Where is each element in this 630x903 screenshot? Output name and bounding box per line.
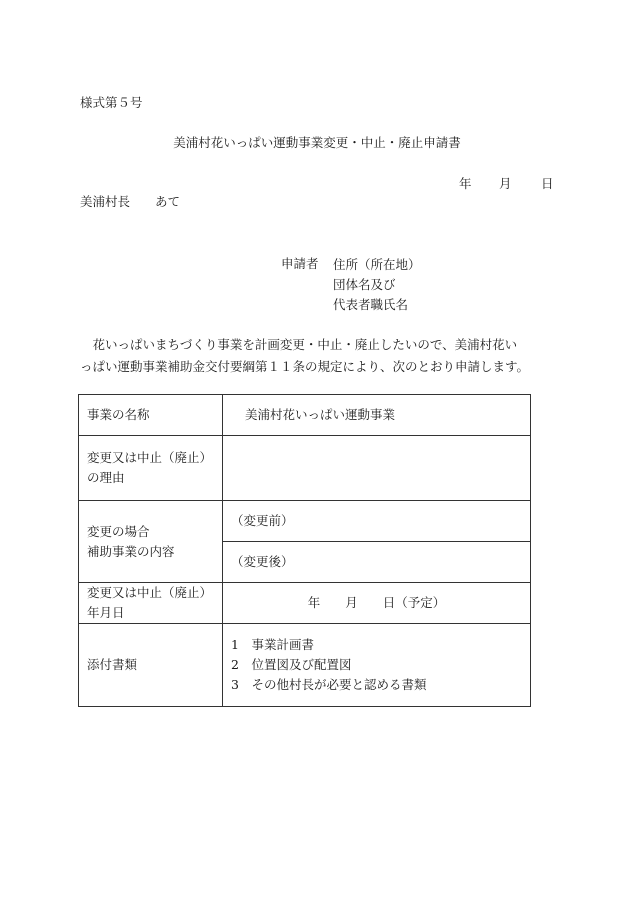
- content-label-line: 補助事業の内容: [87, 543, 175, 559]
- document-title: 美浦村花いっぱい運動事業変更・中止・廃止申請書: [173, 135, 461, 150]
- change-date-label-line: 年月日: [87, 605, 125, 620]
- applicant-fields: [333, 258, 421, 318]
- attachment-item: 1 事業計画書: [231, 637, 314, 652]
- statement-line: 花いっぱいまちづくり事業を計画変更・中止・廃止したいので、美浦村花い: [80, 337, 518, 352]
- addressee: 美浦村長 あて: [80, 194, 181, 209]
- attachment-item: 2 位置図及び配置図: [231, 657, 352, 672]
- table-row: [79, 395, 531, 436]
- applicant-label: 申請者: [281, 256, 319, 271]
- table-row: [79, 501, 531, 542]
- applicant-group-label: 団体名及び: [333, 277, 396, 292]
- content-label-line: 変更の場合: [87, 523, 150, 539]
- attachments-list: [223, 624, 531, 707]
- form-number: 様式第５号: [80, 95, 143, 110]
- change-date-label-line: 変更又は中止（廃止）: [87, 585, 213, 600]
- date-year: 年: [459, 176, 472, 191]
- request-statement: [80, 334, 560, 378]
- reason-label: [79, 436, 223, 501]
- table-row: [79, 436, 531, 501]
- project-name-value: 美浦村花いっぱい運動事業: [223, 395, 531, 436]
- before-change-field[interactable]: （変更前）: [223, 501, 531, 542]
- application-table: [78, 394, 531, 707]
- project-name-label: 事業の名称: [79, 395, 223, 436]
- table-row: [79, 624, 531, 707]
- reason-label-line: の理由: [87, 470, 125, 485]
- attachments-label: 添付書類: [79, 624, 223, 707]
- reason-label-line: 変更又は中止（廃止）: [87, 450, 213, 465]
- reason-field[interactable]: [223, 436, 531, 501]
- after-change-field[interactable]: （変更後）: [223, 542, 531, 583]
- content-label: [79, 501, 223, 583]
- applicant-representative-label: 代表者職氏名: [333, 297, 409, 312]
- table-row: [79, 583, 531, 624]
- statement-line: っぱい運動事業補助金交付要綱第１１条の規定により、次のとおり申請します。: [80, 359, 530, 374]
- application-date: [459, 178, 554, 191]
- applicant-address-label: 住所（所在地）: [333, 257, 421, 272]
- date-day: 日: [541, 176, 554, 191]
- attachment-item: 3 その他村長が必要と認める書類: [231, 677, 427, 692]
- change-date-label: [79, 583, 223, 624]
- date-month: 月: [499, 176, 512, 191]
- change-date-field[interactable]: 年 月 日（予定）: [223, 583, 531, 624]
